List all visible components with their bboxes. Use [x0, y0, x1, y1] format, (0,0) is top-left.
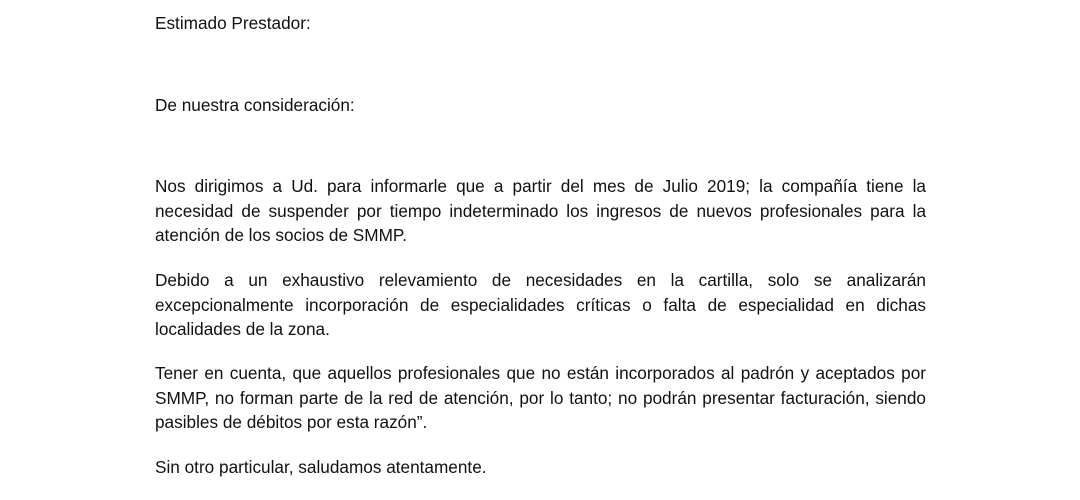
letter-greeting: Estimado Prestador:: [155, 13, 311, 33]
letter-salutation: De nuestra consideración:: [155, 95, 355, 115]
letter-paragraph-2: Debido a un exhaustivo relevamiento de necesidades en la cartilla, solo se analizarán excepcionalmente incorporación de especialidades críticas o falta de especialidad en dichas localidades de la zona.: [155, 270, 926, 339]
letter-paragraph-1: Nos dirigimos a Ud. para informarle que a partir del mes de Julio 2019; la compañía tiene la necesidad de suspender por tiempo indeterminado los ingresos de nuevos profesionales para la atención de los socios de SMMP.: [155, 176, 926, 245]
letter-closing: Sin otro particular, saludamos atentamente.: [155, 457, 487, 477]
letter-paragraph-3: Tener en cuenta, que aquellos profesionales que no están incorporados al padrón y aceptados por SMMP, no forman parte de la red de atención, por lo tanto; no podrán presentar facturación, siendo pasibles de débitos por esta razón”.: [155, 363, 926, 432]
